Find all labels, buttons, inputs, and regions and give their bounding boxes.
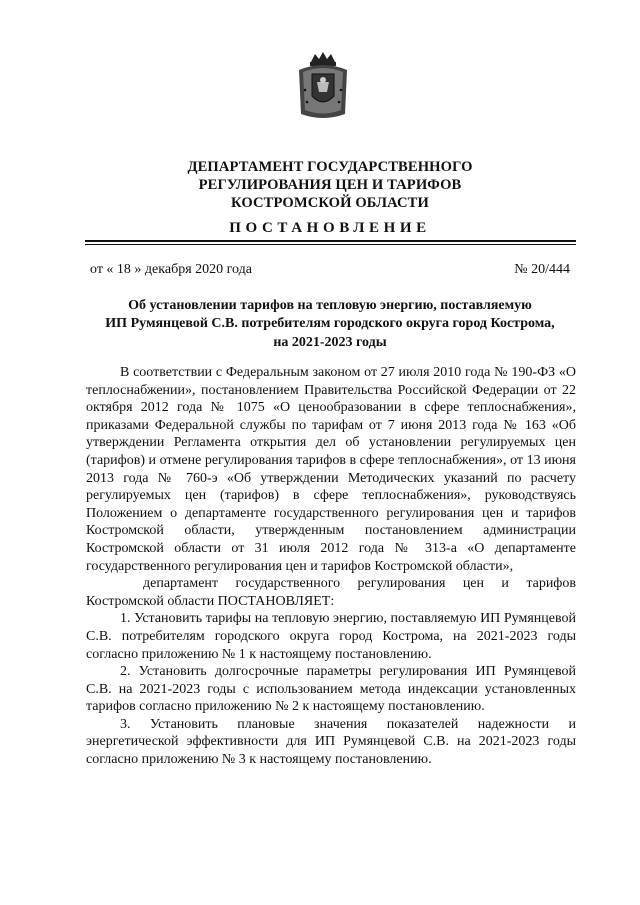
item-1-paragraph: 1. Установить тарифы на тепловую энергию, поставляемую ИП Румянцевой С.В. потребителям городского округа город Кострома, на 2021-2023 годы согласно приложению № 1 к настоящему постановлению. — [86, 611, 576, 662]
item-2-paragraph: 2. Установить долгосрочные параметры регулирования ИП Румянцевой С.В. на 2021-2023 годы с использованием метода индексации установленных тарифов согласно приложению № 2 к настоящему постановлению. — [86, 664, 576, 715]
document-body — [86, 364, 576, 769]
document-title — [80, 297, 580, 352]
item-3-paragraph: 3. Установить плановые значения показателей надежности и энергетической эффективности для ИП Румянцевой С.В. на 2021-2023 годы согласно приложению № 3 к настоящему постановлению. — [86, 716, 576, 768]
document-number: № 20/444 — [514, 262, 570, 277]
header-divider — [85, 240, 576, 245]
department-header — [90, 158, 570, 212]
title-line-1: Об установлении тарифов на тепловую энергию, поставляемую — [128, 298, 532, 313]
date-number-line — [90, 262, 570, 278]
header-line-3: КОСТРОМСКОЙ ОБЛАСТИ — [231, 195, 429, 211]
title-line-3: на 2021-2023 годы — [273, 334, 387, 350]
coat-of-arms-icon — [295, 50, 351, 122]
document-type: ПОСТАНОВЛЕНИЕ — [229, 220, 431, 236]
resolves-paragraph: департамент государственного регулирования цен и тарифов Костромской области ПОСТАНОВЛЯЕТ: — [86, 576, 576, 609]
title-line-2: ИП Румянцевой С.В. потребителям городского округа город Кострома, — [105, 316, 555, 332]
header-line-2: РЕГУЛИРОВАНИЯ ЦЕН И ТАРИФОВ — [198, 177, 462, 193]
header-line-1: ДЕПАРТАМЕНТ ГОСУДАРСТВЕННОГО — [187, 159, 473, 175]
preamble-paragraph: В соответствии с Федеральным законом от 27 июля 2010 года № 190-ФЗ «О теплоснабжении», постановлением Правительства Российской Федерации от 22 октября 2012 года № 1075 «О ценообразовании в сфере теплоснабжения», приказами Федеральной службы по тарифам от 7 июня 2013 года № 163 «Об утверждении Регламента открытия дел об установлении регулируемых цен (тарифов) и отмене регулирования тарифов в сфере теплоснабжения», от 13 июня 2013 года № 760-э «Об утверждении Методических указаний по расчету регулируемых цен (тарифов) в сфере теплоснабжения», руководствуясь Положением о департаменте государственного регулирования цен и тарифов Костромской области, утвержденным постановлением администрации Костромской области от 31 июля 2012 года № 313-а «О департаменте государственного регулирования цен и тарифов Костромской области», — [86, 365, 576, 574]
document-date: от « 18 » декабря 2020 года — [90, 262, 252, 277]
